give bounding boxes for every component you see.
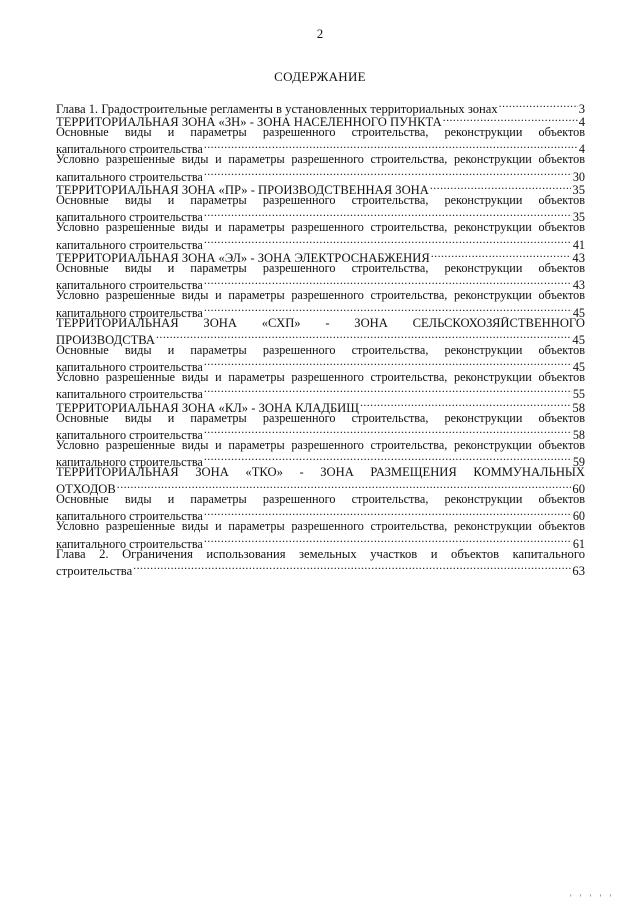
toc-entry[interactable] bbox=[56, 289, 585, 320]
toc-page-number: 45 bbox=[572, 359, 585, 374]
toc-entry-line bbox=[56, 181, 585, 198]
toc-page-number: 41 bbox=[572, 237, 585, 252]
toc-entry-line bbox=[56, 398, 585, 415]
toc-entry-line bbox=[56, 534, 585, 551]
toc-page-number: 45 bbox=[572, 332, 585, 347]
toc-entry-text: Основные виды и параметры разрешенного строительства, реконструкции объектов bbox=[56, 194, 585, 208]
toc-entry-line bbox=[56, 249, 585, 266]
toc-entry[interactable] bbox=[56, 126, 585, 157]
dot-leader bbox=[204, 534, 572, 548]
toc-entry[interactable] bbox=[56, 520, 585, 551]
toc-page-number: 4 bbox=[578, 142, 585, 157]
dot-leader bbox=[204, 235, 572, 249]
table-of-contents bbox=[56, 99, 585, 578]
toc-entry-text: Условно разрешенные виды и параметры разрешенного строительства, реконструкции объектов bbox=[56, 289, 585, 303]
toc-entry-text: ТЕРРИТОРИАЛЬНАЯ ЗОНА «ЭЛ» - ЗОНА ЭЛЕКТРОСНАБЖЕНИЯ bbox=[56, 251, 430, 266]
toc-entry-text: ПРОИЗВОДСТВА bbox=[56, 332, 156, 347]
toc-page-number: 43 bbox=[572, 278, 585, 293]
toc-entry-line bbox=[56, 357, 585, 374]
toc-page-number: 35 bbox=[572, 210, 585, 225]
toc-entry-text: капитального строительства bbox=[56, 210, 203, 225]
dot-leader bbox=[204, 208, 572, 222]
toc-entry[interactable] bbox=[56, 181, 585, 198]
dot-leader bbox=[204, 507, 572, 521]
toc-page-number: 63 bbox=[572, 563, 585, 578]
toc-page-number: 58 bbox=[572, 427, 585, 442]
toc-entry-text: Условно разрешенные виды и параметры разрешенного строительства, реконструкции объектов bbox=[56, 221, 585, 235]
toc-entry-text: ТЕРРИТОРИАЛЬНАЯ ЗОНА «ЗН» - ЗОНА НАСЕЛЕННОГО ПУНКТА bbox=[56, 115, 442, 130]
dot-leader bbox=[430, 181, 572, 195]
toc-entry-text: ТЕРРИТОРИАЛЬНАЯ ЗОНА «ПР» - ПРОИЗВОДСТВЕННАЯ ЗОНА bbox=[56, 183, 429, 198]
toc-page-number: 43 bbox=[572, 251, 585, 266]
toc-entry-line bbox=[56, 425, 585, 442]
toc-entry-text: капитального строительства bbox=[56, 536, 203, 551]
toc-entry-line bbox=[56, 208, 585, 225]
toc-entry-text: ТЕРРИТОРИАЛЬНАЯ ЗОНА «ТКО» - ЗОНА РАЗМЕЩЕНИЯ КОММУНАЛЬНЫХ bbox=[56, 466, 585, 480]
toc-entry[interactable] bbox=[56, 194, 585, 225]
toc-entry-text: капитального строительства bbox=[56, 387, 203, 402]
toc-entry-text: Основные виды и параметры разрешенного строительства, реконструкции объектов bbox=[56, 262, 585, 276]
toc-entry[interactable] bbox=[56, 547, 585, 578]
toc-entry-line bbox=[56, 276, 585, 293]
page-title: СОДЕРЖАНИЕ bbox=[274, 69, 366, 84]
toc-entry-text: ТЕРРИТОРИАЛЬНАЯ ЗОНА «СХП» - ЗОНА СЕЛЬСКОХОЗЯЙСТВЕННОГО bbox=[56, 316, 585, 330]
toc-entry-line bbox=[56, 452, 585, 470]
toc-entry-line bbox=[56, 330, 585, 347]
toc-entry-line bbox=[56, 303, 585, 320]
toc-page-number: 58 bbox=[572, 400, 585, 415]
toc-entry-text: Глава 2. Ограничения использования земельных участков и объектов капитального bbox=[56, 547, 585, 561]
dot-leader bbox=[117, 480, 572, 494]
toc-entry-text: Условно разрешенные виды и параметры разрешенного строительства, реконструкции объектов bbox=[56, 153, 585, 167]
toc-entry-text: капитального строительства bbox=[56, 427, 203, 442]
toc-entry[interactable] bbox=[56, 249, 585, 266]
toc-entry-text: Условно разрешенные виды и параметры разрешенного строительства, реконструкции объектов bbox=[56, 438, 585, 452]
toc-entry[interactable] bbox=[56, 99, 585, 116]
toc-page-number: 3 bbox=[578, 101, 585, 116]
toc-page-number: 30 bbox=[572, 169, 585, 184]
toc-entry-text: Основные виды и параметры разрешенного строительства, реконструкции объектов bbox=[56, 126, 585, 140]
toc-page-number: 61 bbox=[572, 536, 585, 551]
toc-entry-text: Условно разрешенные виды и параметры разрешенного строительства, реконструкции объектов bbox=[56, 370, 585, 384]
toc-page-number: 4 bbox=[578, 115, 585, 130]
dot-leader bbox=[204, 452, 572, 466]
toc-entry-line bbox=[56, 140, 585, 157]
dot-leader bbox=[499, 99, 578, 113]
toc-entry-line bbox=[56, 561, 585, 578]
toc-entry-line bbox=[56, 167, 585, 184]
toc-entry-line bbox=[56, 113, 585, 130]
toc-entry-line bbox=[56, 507, 585, 524]
toc-entry-text: капитального строительства bbox=[56, 305, 203, 320]
page-number: 2 bbox=[316, 26, 324, 41]
dot-leader bbox=[443, 113, 578, 127]
toc-entry[interactable] bbox=[56, 370, 585, 402]
dot-leader bbox=[204, 276, 572, 290]
toc-page-number: 60 bbox=[572, 482, 585, 497]
toc-entry[interactable] bbox=[56, 221, 585, 252]
toc-entry-text: капитального строительства bbox=[56, 142, 203, 157]
toc-entry[interactable] bbox=[56, 438, 585, 470]
toc-page-number: 35 bbox=[572, 183, 585, 198]
toc-entry-text: Основные виды и параметры разрешенного строительства, реконструкции объектов bbox=[56, 411, 585, 425]
toc-entry-line bbox=[56, 480, 585, 497]
toc-entry-text: Условно разрешенные виды и параметры разрешенного строительства, реконструкции объектов bbox=[56, 520, 585, 534]
toc-entry[interactable] bbox=[56, 466, 585, 497]
toc-entry-line bbox=[56, 384, 585, 402]
toc-entry[interactable] bbox=[56, 411, 585, 442]
dot-leader bbox=[204, 167, 572, 181]
toc-page-number: 45 bbox=[572, 305, 585, 320]
toc-entry-line bbox=[56, 235, 585, 252]
toc-entry[interactable] bbox=[56, 343, 585, 374]
toc-entry-text: капитального строительства bbox=[56, 278, 203, 293]
toc-entry-text: Основные виды и параметры разрешенного строительства, реконструкции объектов bbox=[56, 343, 585, 357]
dot-leader bbox=[204, 384, 572, 398]
toc-entry[interactable] bbox=[56, 113, 585, 130]
toc-entry-text: ОТХОДОВ bbox=[56, 482, 116, 497]
dot-leader bbox=[156, 330, 571, 344]
toc-entry-text: Основные виды и параметры разрешенного строительства, реконструкции объектов bbox=[56, 493, 585, 507]
toc-entry[interactable] bbox=[56, 398, 585, 415]
dot-leader bbox=[204, 425, 572, 439]
dot-leader bbox=[360, 398, 571, 412]
toc-entry-text: капитального строительства bbox=[56, 455, 203, 470]
toc-page-number: 59 bbox=[572, 455, 585, 470]
toc-entry[interactable] bbox=[56, 262, 585, 293]
toc-entry-text: капитального строительства bbox=[56, 509, 203, 524]
toc-entry[interactable] bbox=[56, 316, 585, 347]
toc-entry[interactable] bbox=[56, 493, 585, 524]
toc-entry-text: строительства bbox=[56, 563, 133, 578]
toc-page-number: 55 bbox=[572, 387, 585, 402]
toc-entry-text: капитального строительства bbox=[56, 359, 203, 374]
dot-leader bbox=[133, 561, 571, 575]
dot-leader bbox=[204, 357, 572, 371]
toc-page-number: 60 bbox=[572, 509, 585, 524]
toc-entry[interactable] bbox=[56, 153, 585, 184]
dot-leader bbox=[431, 249, 572, 263]
toc-entry-text: Глава 1. Градостроительные регламенты в установленных территориальных зонах bbox=[56, 101, 498, 116]
toc-entry-text: капитального строительства bbox=[56, 237, 203, 252]
toc-entry-text: ТЕРРИТОРИАЛЬНАЯ ЗОНА «КЛ» - ЗОНА КЛАДБИЩ bbox=[56, 400, 359, 415]
dot-leader bbox=[204, 303, 572, 317]
toc-entry-line bbox=[56, 99, 585, 116]
scan-marks: ' ' ' ' ' bbox=[570, 893, 615, 903]
toc-entry-text: капитального строительства bbox=[56, 169, 203, 184]
dot-leader bbox=[204, 140, 578, 154]
